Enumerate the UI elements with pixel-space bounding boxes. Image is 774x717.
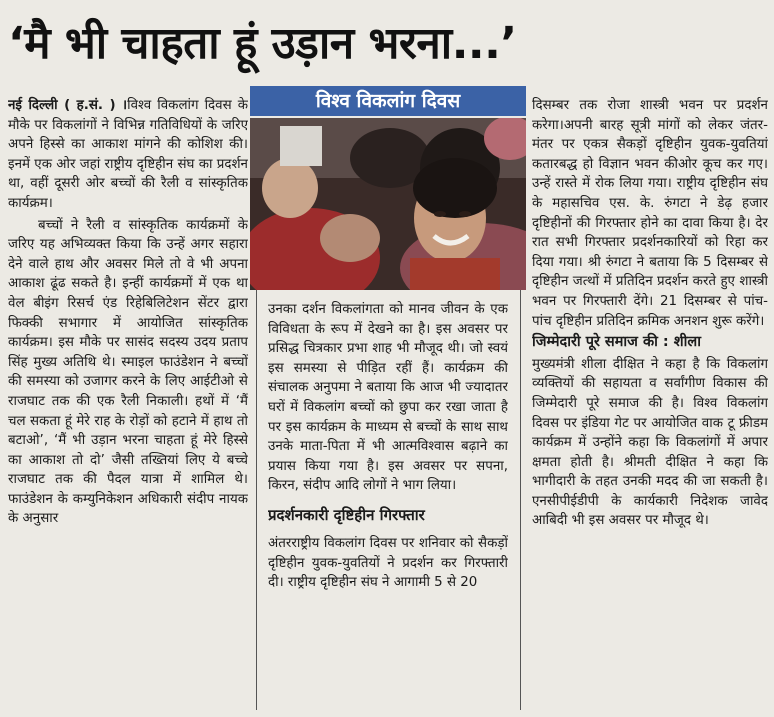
column-divider	[256, 290, 257, 710]
paragraph	[8, 96, 248, 214]
column-3	[532, 96, 768, 712]
subheading	[532, 333, 768, 353]
news-photo	[250, 118, 526, 290]
photo-block	[250, 86, 526, 290]
headline: ‘मै भी चाहता हूं उड़ान भरना...’	[8, 18, 517, 69]
column-1	[8, 96, 248, 712]
section-banner: विश्व विकलांग दिवस	[250, 86, 526, 116]
paragraph-text: विश्व विकलांग दिवस के मौके पर विकलांगों ने विभिन्न गतिविधियों के जरिए अपने हिस्से का आकाश मांगने की कोशिश की। इनमें एक ओर जहां राष्ट्रीय दृष्टिहीन संघ का प्रदर्शन था, वहीं दूसरी ओर बच्चों की रैली व सांस्कृतिक कार्यक्रम।	[8, 98, 248, 211]
subheading-text: जिम्मेदारी पूरे समाज की : शीला	[532, 334, 701, 351]
paragraph: बच्चों ने रैली व सांस्कृतिक कार्यक्रमों के जरिए यह अभिव्यक्त किया कि उन्हें अगर सहारा देने वाले हाथ और अवसर मिले तो वे भी अपना आकाश ढूंढ सकते है। इन्हीं कार्यक्रमों में एक था वेल बीइंग रिसर्च एंड रिहेबिलिटेशन सेंटर द्वारा फिक्की सभागार में आयोजित सांस्कृतिक कार्यक्रम। इस मौके पर सासंद सदस्य उदय प्रताप सिंह मुख्य अतिथि थे। स्माइल फाउंडेशन ने बच्चों की समस्या को उजागर करने के लिए आईटीओ से राजघाट तक की एक रैली निकाली। हथों में ‘मैं चल सकता हूं मेरे राह के रोड़ों को हटाने में हाथ तो बटाओ’, ‘मैं भी उड़ान भरना चाहता हूं मेरे हिस्से का आकाश तो दो’ जैसी तख्तियां लिए ये बच्चे राजघाट तक की पैदल यात्रा में शामिल थे। फाउंडेशन के कम्युनिकेशन अधिकारी संदीप नायक के अनुसार	[8, 217, 248, 527]
column-divider	[520, 290, 521, 710]
paragraph: उनका दर्शन विकलांगता को मानव जीवन के एक विविधता के रूप में देखने का है। इस अवसर पर प्रसिद्ध चित्रकार प्रभा शाह भी मौजूद थी। जो स्वयं इस समस्या से पीड़ित रहीं हैं। कार्यक्रम की संचालक अनुपमा ने बताया कि आज भी ज्यादातर घरों में विकलांग बच्चों को छुपा कर रखा जाता है पर इस कार्यक्रम के माध्यम से बच्चों के साथ साथ उनके माता-पिता में भी आत्मविश्वास बढ़ाने का प्रयास किया गया है। इस अवसर पर सपना, किरन, संदीप आदि लोगों ने भाग लिया।	[268, 302, 508, 494]
paragraph: अंतरराष्ट्रीय विकलांग दिवस पर शनिवार को सैकड़ों दृष्टिहीन युवक-युवतियों ने प्रदर्शन कर गिरफ्तारी दी। राष्ट्रीय दृष्टिहीन संघ ने आगामी 5 से 20	[268, 535, 508, 591]
paragraph: दिसम्बर तक रोजा शास्त्री भवन पर प्रदर्शन करेगा।अपनी बारह सूत्री मांगों को लेकर जंतर-मंतर पर एकत्र सैकड़ों दृष्टिहीन युवक-युवतियां कतारबद्ध हो विज्ञान भवन कीओर कूच कर गए। उन्हें रास्ते में रोक लिया गया। राष्ट्रीय दृष्टिहीन संघ के महासचिव एस. के. रुंगटा ने डेढ़ हजार दृष्टिहीनों की गिरफ्तार होने का दावा किया है। देर रात सभी गिरफ्तार प्रदर्शनकारियों को रिहा कर दिया गया। श्री रुंगटा ने बताया कि 5 दिसम्बर से दृष्टिहीन जत्थों में प्रतिदिन प्रदर्शन करते हुए शास्त्री भवन पर गिरफ्तारी देंगे। 21 दिसम्बर से पांच-पांच दृष्टिहीन प्रतिदिन क्रमिक अनशन शुरू करेंगे।	[532, 98, 768, 329]
subheading: प्रदर्शनकारी दृष्टिहीन गिरफ्तार	[268, 505, 425, 524]
column-2	[268, 300, 508, 712]
dateline: नई दिल्ली ( ह.सं. ) ।	[8, 98, 128, 113]
paragraph: मुख्यमंत्री शीला दीक्षित ने कहा है कि विकलांग व्यक्तियों की सहायता व सर्वांगीण विकास की जिम्मेदारी पूरे समाज की है। विश्व विकलांग दिवस पर इंडिया गेट पर आयोजित वाक टू फ्रीडम कार्यक्रम में उन्होंने कहा कि विकलांगों में अपार क्षमता होती है। श्रीमती दीक्षित ने कहा कि भागीदारी के तहत उनकी मदद की जा सकती है। एनसीपीईडीपी के कार्यकारी निदेशक जावेद आबिदी भी इस अवसर पर मौजूद थे।	[532, 356, 768, 529]
